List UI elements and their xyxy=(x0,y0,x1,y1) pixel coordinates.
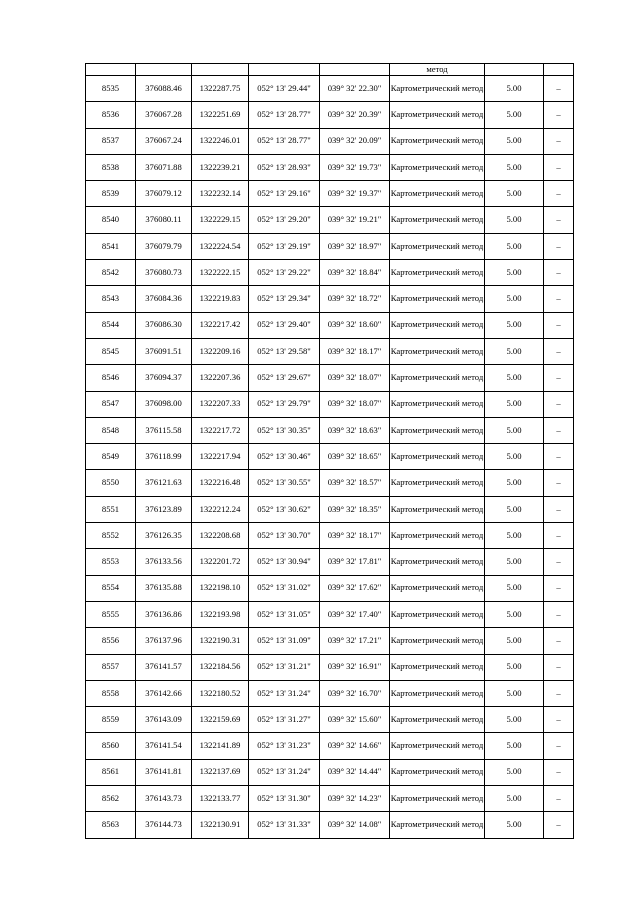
cell-point-number: 8551 xyxy=(86,496,136,522)
cell-latitude: 052° 13' 31.24" xyxy=(249,759,320,785)
cell-coordinate-x: 376137.96 xyxy=(136,628,192,654)
cell-accuracy: 5.00 xyxy=(485,496,544,522)
table-row xyxy=(86,233,574,259)
cell-coordinate-x: 376121.63 xyxy=(136,470,192,496)
cell-latitude: 052° 13' 31.27" xyxy=(249,707,320,733)
cell-empty xyxy=(136,64,192,76)
cell-coordinate-y: 1322219.83 xyxy=(192,286,249,312)
cell-coordinate-x: 376098.00 xyxy=(136,391,192,417)
cell-longitude: 039° 32' 14.08" xyxy=(320,812,390,838)
cell-coordinate-x: 376067.24 xyxy=(136,128,192,154)
cell-coordinate-y: 1322246.01 xyxy=(192,128,249,154)
cell-note: – xyxy=(544,601,574,627)
cell-note: – xyxy=(544,733,574,759)
cell-latitude: 052° 13' 31.05" xyxy=(249,601,320,627)
cell-coordinate-y: 1322229.15 xyxy=(192,207,249,233)
table-row xyxy=(86,707,574,733)
cell-accuracy: 5.00 xyxy=(485,733,544,759)
cell-longitude: 039° 32' 18.65" xyxy=(320,444,390,470)
cell-longitude: 039° 32' 18.07" xyxy=(320,365,390,391)
cell-latitude: 052° 13' 30.70" xyxy=(249,523,320,549)
table-row xyxy=(86,812,574,838)
cell-point-number: 8549 xyxy=(86,444,136,470)
cell-note: – xyxy=(544,628,574,654)
cell-method: Картометрический метод xyxy=(390,207,485,233)
cell-longitude: 039° 32' 14.23" xyxy=(320,786,390,812)
cell-coordinate-x: 376144.73 xyxy=(136,812,192,838)
cell-point-number: 8563 xyxy=(86,812,136,838)
cell-method: Картометрический метод xyxy=(390,444,485,470)
cell-latitude: 052° 13' 31.33" xyxy=(249,812,320,838)
cell-accuracy: 5.00 xyxy=(485,391,544,417)
cell-method: Картометрический метод xyxy=(390,260,485,286)
coordinates-table xyxy=(85,63,574,839)
table-row xyxy=(86,759,574,785)
cell-point-number: 8537 xyxy=(86,128,136,154)
cell-accuracy: 5.00 xyxy=(485,444,544,470)
cell-longitude: 039° 32' 18.57" xyxy=(320,470,390,496)
cell-accuracy: 5.00 xyxy=(485,628,544,654)
cell-accuracy: 5.00 xyxy=(485,786,544,812)
cell-longitude: 039° 32' 17.40" xyxy=(320,601,390,627)
cell-longitude: 039° 32' 22.30" xyxy=(320,76,390,102)
cell-latitude: 052° 13' 29.19" xyxy=(249,233,320,259)
cell-point-number: 8554 xyxy=(86,575,136,601)
table-row xyxy=(86,444,574,470)
cell-coordinate-x: 376118.99 xyxy=(136,444,192,470)
table-row xyxy=(86,417,574,443)
cell-note: – xyxy=(544,654,574,680)
cell-note: – xyxy=(544,680,574,706)
cell-accuracy: 5.00 xyxy=(485,207,544,233)
cell-point-number: 8541 xyxy=(86,233,136,259)
cell-method: Картометрический метод xyxy=(390,654,485,680)
cell-coordinate-x: 376142.66 xyxy=(136,680,192,706)
cell-point-number: 8553 xyxy=(86,549,136,575)
cell-point-number: 8544 xyxy=(86,312,136,338)
cell-coordinate-y: 1322208.68 xyxy=(192,523,249,549)
cell-method: Картометрический метод xyxy=(390,680,485,706)
cell-latitude: 052° 13' 30.55" xyxy=(249,470,320,496)
table-row xyxy=(86,181,574,207)
cell-coordinate-y: 1322217.42 xyxy=(192,312,249,338)
cell-latitude: 052° 13' 29.40" xyxy=(249,312,320,338)
cell-latitude: 052° 13' 28.77" xyxy=(249,128,320,154)
table-row xyxy=(86,207,574,233)
cell-accuracy: 5.00 xyxy=(485,233,544,259)
table-row xyxy=(86,286,574,312)
cell-coordinate-x: 376080.73 xyxy=(136,260,192,286)
cell-coordinate-x: 376067.28 xyxy=(136,102,192,128)
cell-point-number: 8559 xyxy=(86,707,136,733)
cell-accuracy: 5.00 xyxy=(485,286,544,312)
cell-note: – xyxy=(544,759,574,785)
cell-empty xyxy=(320,64,390,76)
cell-point-number: 8543 xyxy=(86,286,136,312)
cell-note: – xyxy=(544,549,574,575)
table-row xyxy=(86,154,574,180)
cell-longitude: 039° 32' 20.09" xyxy=(320,128,390,154)
cell-coordinate-x: 376141.57 xyxy=(136,654,192,680)
cell-longitude: 039° 32' 17.21" xyxy=(320,628,390,654)
cell-accuracy: 5.00 xyxy=(485,181,544,207)
cell-coordinate-y: 1322239.21 xyxy=(192,154,249,180)
cell-accuracy: 5.00 xyxy=(485,707,544,733)
table-row xyxy=(86,496,574,522)
cell-empty xyxy=(86,64,136,76)
cell-coordinate-x: 376141.54 xyxy=(136,733,192,759)
cell-accuracy: 5.00 xyxy=(485,812,544,838)
cell-longitude: 039° 32' 14.66" xyxy=(320,733,390,759)
cell-point-number: 8562 xyxy=(86,786,136,812)
cell-method: Картометрический метод xyxy=(390,628,485,654)
cell-longitude: 039° 32' 14.44" xyxy=(320,759,390,785)
cell-latitude: 052° 13' 30.62" xyxy=(249,496,320,522)
cell-method: Картометрический метод xyxy=(390,733,485,759)
cell-method: Картометрический метод xyxy=(390,496,485,522)
cell-coordinate-x: 376088.46 xyxy=(136,76,192,102)
cell-method: Картометрический метод xyxy=(390,470,485,496)
cell-note: – xyxy=(544,76,574,102)
cell-latitude: 052° 13' 29.44" xyxy=(249,76,320,102)
cell-point-number: 8536 xyxy=(86,102,136,128)
cell-point-number: 8557 xyxy=(86,654,136,680)
cell-coordinate-x: 376133.56 xyxy=(136,549,192,575)
cell-method: Картометрический метод xyxy=(390,575,485,601)
cell-longitude: 039° 32' 19.21" xyxy=(320,207,390,233)
cell-latitude: 052° 13' 31.09" xyxy=(249,628,320,654)
cell-accuracy: 5.00 xyxy=(485,260,544,286)
cell-coordinate-x: 376141.81 xyxy=(136,759,192,785)
cell-longitude: 039° 32' 18.84" xyxy=(320,260,390,286)
cell-coordinate-y: 1322159.69 xyxy=(192,707,249,733)
cell-coordinate-y: 1322141.89 xyxy=(192,733,249,759)
cell-method: Картометрический метод xyxy=(390,391,485,417)
cell-method: Картометрический метод xyxy=(390,312,485,338)
cell-latitude: 052° 13' 29.22" xyxy=(249,260,320,286)
cell-note: – xyxy=(544,233,574,259)
cell-longitude: 039° 32' 18.97" xyxy=(320,233,390,259)
cell-coordinate-y: 1322287.75 xyxy=(192,76,249,102)
cell-coordinate-x: 376126.35 xyxy=(136,523,192,549)
cell-coordinate-x: 376136.86 xyxy=(136,601,192,627)
cell-coordinate-y: 1322216.48 xyxy=(192,470,249,496)
cell-point-number: 8560 xyxy=(86,733,136,759)
cell-longitude: 039° 32' 19.73" xyxy=(320,154,390,180)
cell-longitude: 039° 32' 18.35" xyxy=(320,496,390,522)
cell-coordinate-x: 376084.36 xyxy=(136,286,192,312)
cell-method: Картометрический метод xyxy=(390,786,485,812)
cell-longitude: 039° 32' 20.39" xyxy=(320,102,390,128)
cell-latitude: 052° 13' 31.02" xyxy=(249,575,320,601)
cell-point-number: 8550 xyxy=(86,470,136,496)
cell-coordinate-x: 376135.88 xyxy=(136,575,192,601)
table-row xyxy=(86,102,574,128)
cell-empty xyxy=(544,64,574,76)
cell-coordinate-y: 1322180.52 xyxy=(192,680,249,706)
cell-accuracy: 5.00 xyxy=(485,312,544,338)
cell-accuracy: 5.00 xyxy=(485,76,544,102)
cell-latitude: 052° 13' 29.34" xyxy=(249,286,320,312)
table-row xyxy=(86,76,574,102)
cell-longitude: 039° 32' 18.60" xyxy=(320,312,390,338)
cell-longitude: 039° 32' 18.17" xyxy=(320,523,390,549)
cell-note: – xyxy=(544,444,574,470)
cell-note: – xyxy=(544,260,574,286)
cell-coordinate-y: 1322207.36 xyxy=(192,365,249,391)
cell-latitude: 052° 13' 30.35" xyxy=(249,417,320,443)
cell-coordinate-y: 1322217.72 xyxy=(192,417,249,443)
cell-coordinate-y: 1322209.16 xyxy=(192,338,249,364)
cell-note: – xyxy=(544,812,574,838)
cell-accuracy: 5.00 xyxy=(485,470,544,496)
cell-method: Картометрический метод xyxy=(390,759,485,785)
cell-note: – xyxy=(544,154,574,180)
cell-accuracy: 5.00 xyxy=(485,549,544,575)
cell-longitude: 039° 32' 18.72" xyxy=(320,286,390,312)
cell-note: – xyxy=(544,523,574,549)
cell-longitude: 039° 32' 16.91" xyxy=(320,654,390,680)
cell-empty xyxy=(249,64,320,76)
cell-coordinate-y: 1322137.69 xyxy=(192,759,249,785)
cell-point-number: 8561 xyxy=(86,759,136,785)
cell-note: – xyxy=(544,786,574,812)
cell-coordinate-y: 1322198.10 xyxy=(192,575,249,601)
cell-accuracy: 5.00 xyxy=(485,417,544,443)
cell-coordinate-x: 376086.30 xyxy=(136,312,192,338)
cell-accuracy: 5.00 xyxy=(485,654,544,680)
cell-note: – xyxy=(544,496,574,522)
cell-method: Картометрический метод xyxy=(390,549,485,575)
cell-coordinate-y: 1322251.69 xyxy=(192,102,249,128)
table-row xyxy=(86,733,574,759)
table-row xyxy=(86,260,574,286)
cell-accuracy: 5.00 xyxy=(485,128,544,154)
cell-note: – xyxy=(544,391,574,417)
cell-point-number: 8552 xyxy=(86,523,136,549)
cell-point-number: 8547 xyxy=(86,391,136,417)
cell-coordinate-y: 1322193.98 xyxy=(192,601,249,627)
cell-longitude: 039° 32' 19.37" xyxy=(320,181,390,207)
cell-longitude: 039° 32' 18.17" xyxy=(320,338,390,364)
cell-coordinate-x: 376143.09 xyxy=(136,707,192,733)
cell-coordinate-x: 376080.11 xyxy=(136,207,192,233)
cell-note: – xyxy=(544,207,574,233)
cell-method: Картометрический метод xyxy=(390,102,485,128)
cell-latitude: 052° 13' 29.20" xyxy=(249,207,320,233)
cell-method: Картометрический метод xyxy=(390,128,485,154)
cell-note: – xyxy=(544,365,574,391)
cell-point-number: 8558 xyxy=(86,680,136,706)
cell-empty xyxy=(192,64,249,76)
cell-coordinate-x: 376091.51 xyxy=(136,338,192,364)
cell-method: Картометрический метод xyxy=(390,286,485,312)
table-row xyxy=(86,312,574,338)
cell-longitude: 039° 32' 17.62" xyxy=(320,575,390,601)
cell-latitude: 052° 13' 30.94" xyxy=(249,549,320,575)
cell-point-number: 8540 xyxy=(86,207,136,233)
cell-accuracy: 5.00 xyxy=(485,759,544,785)
table-row xyxy=(86,601,574,627)
cell-method: Картометрический метод xyxy=(390,601,485,627)
table-row xyxy=(86,654,574,680)
cell-longitude: 039° 32' 17.81" xyxy=(320,549,390,575)
table-row xyxy=(86,523,574,549)
cell-point-number: 8535 xyxy=(86,76,136,102)
cell-method: Картометрический метод xyxy=(390,181,485,207)
cell-coordinate-y: 1322212.24 xyxy=(192,496,249,522)
table-row xyxy=(86,786,574,812)
cell-accuracy: 5.00 xyxy=(485,365,544,391)
cell-note: – xyxy=(544,470,574,496)
cell-coordinate-y: 1322201.72 xyxy=(192,549,249,575)
cell-method: Картометрический метод xyxy=(390,154,485,180)
cell-latitude: 052° 13' 31.21" xyxy=(249,654,320,680)
cell-note: – xyxy=(544,338,574,364)
table-row xyxy=(86,338,574,364)
cell-note: – xyxy=(544,312,574,338)
cell-latitude: 052° 13' 29.58" xyxy=(249,338,320,364)
cell-method: Картометрический метод xyxy=(390,233,485,259)
cell-coordinate-y: 1322217.94 xyxy=(192,444,249,470)
cell-coordinate-x: 376094.37 xyxy=(136,365,192,391)
cell-accuracy: 5.00 xyxy=(485,523,544,549)
cell-latitude: 052° 13' 30.46" xyxy=(249,444,320,470)
cell-point-number: 8539 xyxy=(86,181,136,207)
cell-longitude: 039° 32' 16.70" xyxy=(320,680,390,706)
cell-point-number: 8545 xyxy=(86,338,136,364)
cell-coordinate-x: 376079.12 xyxy=(136,181,192,207)
cell-coordinate-y: 1322222.15 xyxy=(192,260,249,286)
cell-coordinate-y: 1322232.14 xyxy=(192,181,249,207)
table-row xyxy=(86,549,574,575)
cell-coordinate-y: 1322207.33 xyxy=(192,391,249,417)
continuation-row xyxy=(86,64,574,76)
table-row xyxy=(86,628,574,654)
table-row xyxy=(86,680,574,706)
cell-empty xyxy=(485,64,544,76)
cell-latitude: 052° 13' 31.30" xyxy=(249,786,320,812)
cell-method-continuation: метод xyxy=(390,64,485,76)
cell-note: – xyxy=(544,575,574,601)
cell-coordinate-x: 376115.58 xyxy=(136,417,192,443)
cell-latitude: 052° 13' 28.93" xyxy=(249,154,320,180)
cell-point-number: 8556 xyxy=(86,628,136,654)
cell-accuracy: 5.00 xyxy=(485,601,544,627)
cell-coordinate-y: 1322130.91 xyxy=(192,812,249,838)
cell-note: – xyxy=(544,128,574,154)
cell-coordinate-y: 1322184.56 xyxy=(192,654,249,680)
cell-longitude: 039° 32' 15.60" xyxy=(320,707,390,733)
cell-accuracy: 5.00 xyxy=(485,680,544,706)
cell-coordinate-x: 376123.89 xyxy=(136,496,192,522)
cell-coordinate-y: 1322224.54 xyxy=(192,233,249,259)
cell-note: – xyxy=(544,286,574,312)
cell-latitude: 052° 13' 29.79" xyxy=(249,391,320,417)
table-body xyxy=(86,64,574,839)
cell-latitude: 052° 13' 29.16" xyxy=(249,181,320,207)
cell-method: Картометрический метод xyxy=(390,76,485,102)
table-row xyxy=(86,128,574,154)
cell-latitude: 052° 13' 31.24" xyxy=(249,680,320,706)
table-row xyxy=(86,470,574,496)
cell-coordinate-y: 1322190.31 xyxy=(192,628,249,654)
cell-coordinate-x: 376143.73 xyxy=(136,786,192,812)
cell-accuracy: 5.00 xyxy=(485,102,544,128)
cell-accuracy: 5.00 xyxy=(485,154,544,180)
cell-method: Картометрический метод xyxy=(390,417,485,443)
cell-point-number: 8542 xyxy=(86,260,136,286)
cell-method: Картометрический метод xyxy=(390,365,485,391)
cell-point-number: 8546 xyxy=(86,365,136,391)
cell-latitude: 052° 13' 31.23" xyxy=(249,733,320,759)
cell-accuracy: 5.00 xyxy=(485,338,544,364)
cell-point-number: 8538 xyxy=(86,154,136,180)
table-row xyxy=(86,575,574,601)
cell-point-number: 8548 xyxy=(86,417,136,443)
table-row xyxy=(86,391,574,417)
cell-method: Картометрический метод xyxy=(390,338,485,364)
cell-method: Картометрический метод xyxy=(390,523,485,549)
cell-note: – xyxy=(544,707,574,733)
cell-method: Картометрический метод xyxy=(390,707,485,733)
cell-coordinate-x: 376079.79 xyxy=(136,233,192,259)
cell-note: – xyxy=(544,181,574,207)
cell-note: – xyxy=(544,417,574,443)
cell-point-number: 8555 xyxy=(86,601,136,627)
cell-latitude: 052° 13' 28.77" xyxy=(249,102,320,128)
cell-longitude: 039° 32' 18.07" xyxy=(320,391,390,417)
table-row xyxy=(86,365,574,391)
cell-coordinate-x: 376071.88 xyxy=(136,154,192,180)
cell-method: Картометрический метод xyxy=(390,812,485,838)
cell-accuracy: 5.00 xyxy=(485,575,544,601)
cell-note: – xyxy=(544,102,574,128)
cell-coordinate-y: 1322133.77 xyxy=(192,786,249,812)
cell-longitude: 039° 32' 18.63" xyxy=(320,417,390,443)
cell-latitude: 052° 13' 29.67" xyxy=(249,365,320,391)
